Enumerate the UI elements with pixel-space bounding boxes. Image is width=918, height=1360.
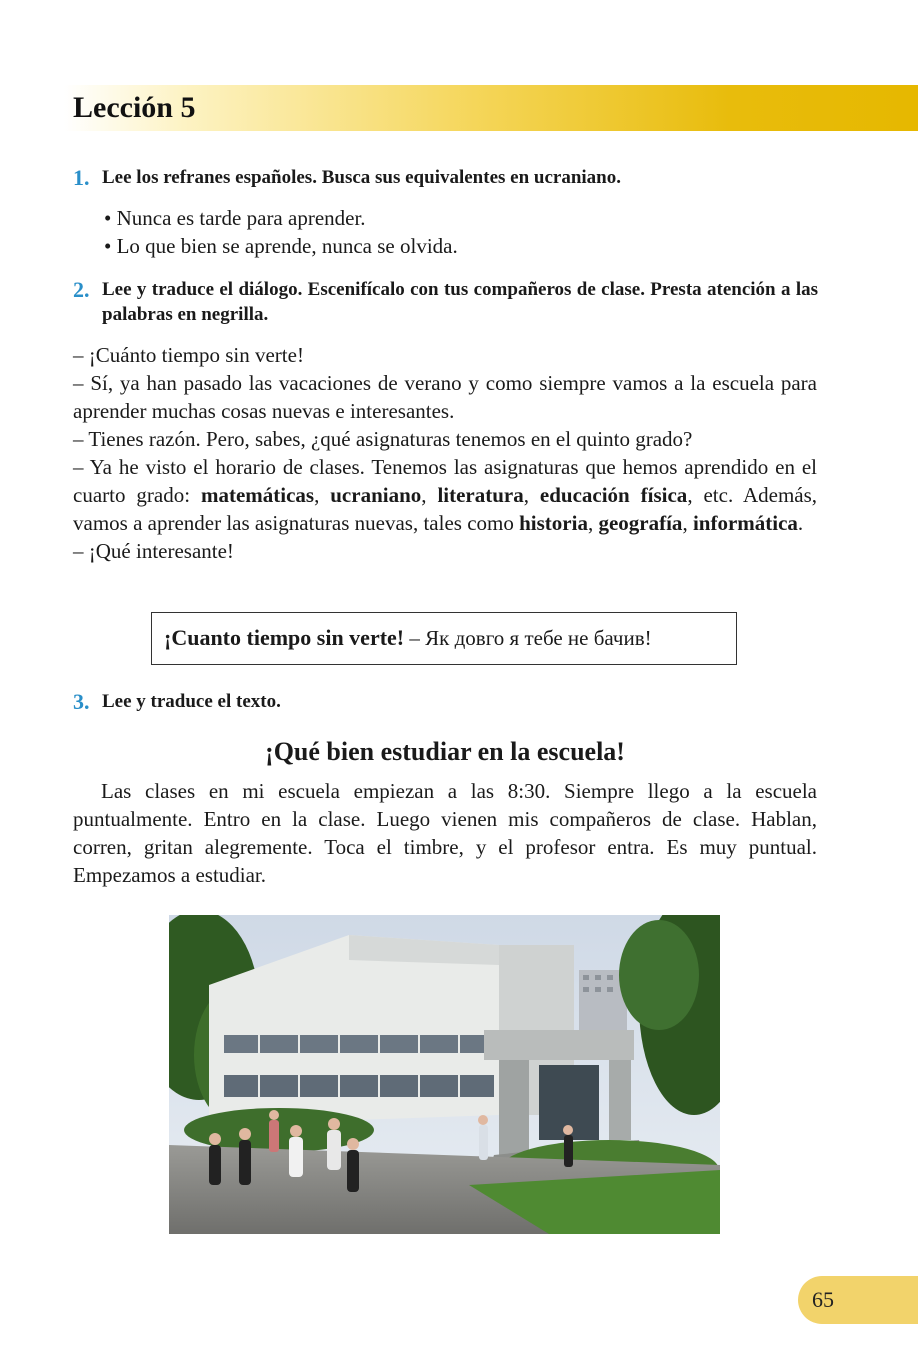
separator: , xyxy=(523,483,540,507)
subject-pe: educación física xyxy=(539,483,688,507)
proverb-item: • Lo que bien se aprende, nunca se olvida. xyxy=(104,234,458,258)
separator: , xyxy=(421,483,438,507)
dialog xyxy=(73,341,817,565)
reading-title: ¡Qué bien estudiar en la escuela! xyxy=(265,737,625,766)
subject-geography: geografía xyxy=(598,511,683,535)
school-photo-illustration xyxy=(169,915,720,1234)
subject-literature: literatura xyxy=(437,483,524,507)
proverb-item: • Nunca es tarde para aprender. xyxy=(104,206,366,230)
task-number: 2. xyxy=(73,277,90,302)
reading-text: Las clases en mi escuela empiezan a las 8:30. Siempre llego a la escuela puntualmente. Entro en la clase. Luego vienen mis compañeros de clase. Hablan, corren, gritan alegremente. Toca el timbre, y el profesor entra. Es muy puntual. Empezamos a estudiar. xyxy=(73,779,817,887)
subject-informatics: informática xyxy=(692,511,798,535)
task-number: 3. xyxy=(73,689,90,714)
task-instruction: Lee y traduce el diálogo. Escenifícalo con tus compañeros de clase. Presta atención a las palabras en negrilla. xyxy=(102,279,818,325)
subject-math: matemáticas xyxy=(200,483,315,507)
subject-history: historia xyxy=(519,511,588,535)
task-1 xyxy=(73,165,818,190)
dialog-line: – Tienes razón. Pero, sabes, ¿qué asignaturas tenemos en el quinto grado? xyxy=(73,427,693,451)
subject-ukrainian: ucraniano xyxy=(330,483,422,507)
task-instruction: Lee los refranes españoles. Busca sus equivalentes en ucraniano. xyxy=(102,167,622,188)
task-2 xyxy=(73,277,818,327)
dialog-text: – Ya he visto el horario de clases. Tenemos las asignaturas que hemos aprendido en el cuarto grado: xyxy=(73,455,817,507)
dialog-line: – Sí, ya han pasado las vacaciones de verano y como siempre vamos a la escuela para aprender muchas cosas nuevas e interesantes. xyxy=(73,371,817,423)
page-number: 65 xyxy=(812,1287,834,1312)
task-instruction: Lee y traduce el texto. xyxy=(102,691,281,712)
dialog-line: – ¡Qué interesante! xyxy=(73,539,234,563)
task-number: 1. xyxy=(73,165,90,190)
vocab-note-box xyxy=(151,612,737,665)
proverb-list xyxy=(104,204,458,260)
dialog-line: – ¡Cuánto tiempo sin verte! xyxy=(73,343,304,367)
separator: , xyxy=(314,483,331,507)
separator: , xyxy=(682,511,693,535)
dialog-line xyxy=(73,453,817,537)
dialog-text: . xyxy=(797,511,804,535)
lesson-title: Lección 5 xyxy=(73,91,196,124)
vocab-translation: – Як довго я тебе не бачив! xyxy=(404,626,652,650)
vocab-phrase: ¡Cuanto tiempo sin verte! xyxy=(164,625,405,650)
school-photo xyxy=(169,915,720,1234)
separator: , xyxy=(587,511,599,535)
task-3 xyxy=(73,689,818,714)
dialog-text: , etc. Además, vamos a aprender las asignaturas nuevas, tales como xyxy=(73,483,818,535)
